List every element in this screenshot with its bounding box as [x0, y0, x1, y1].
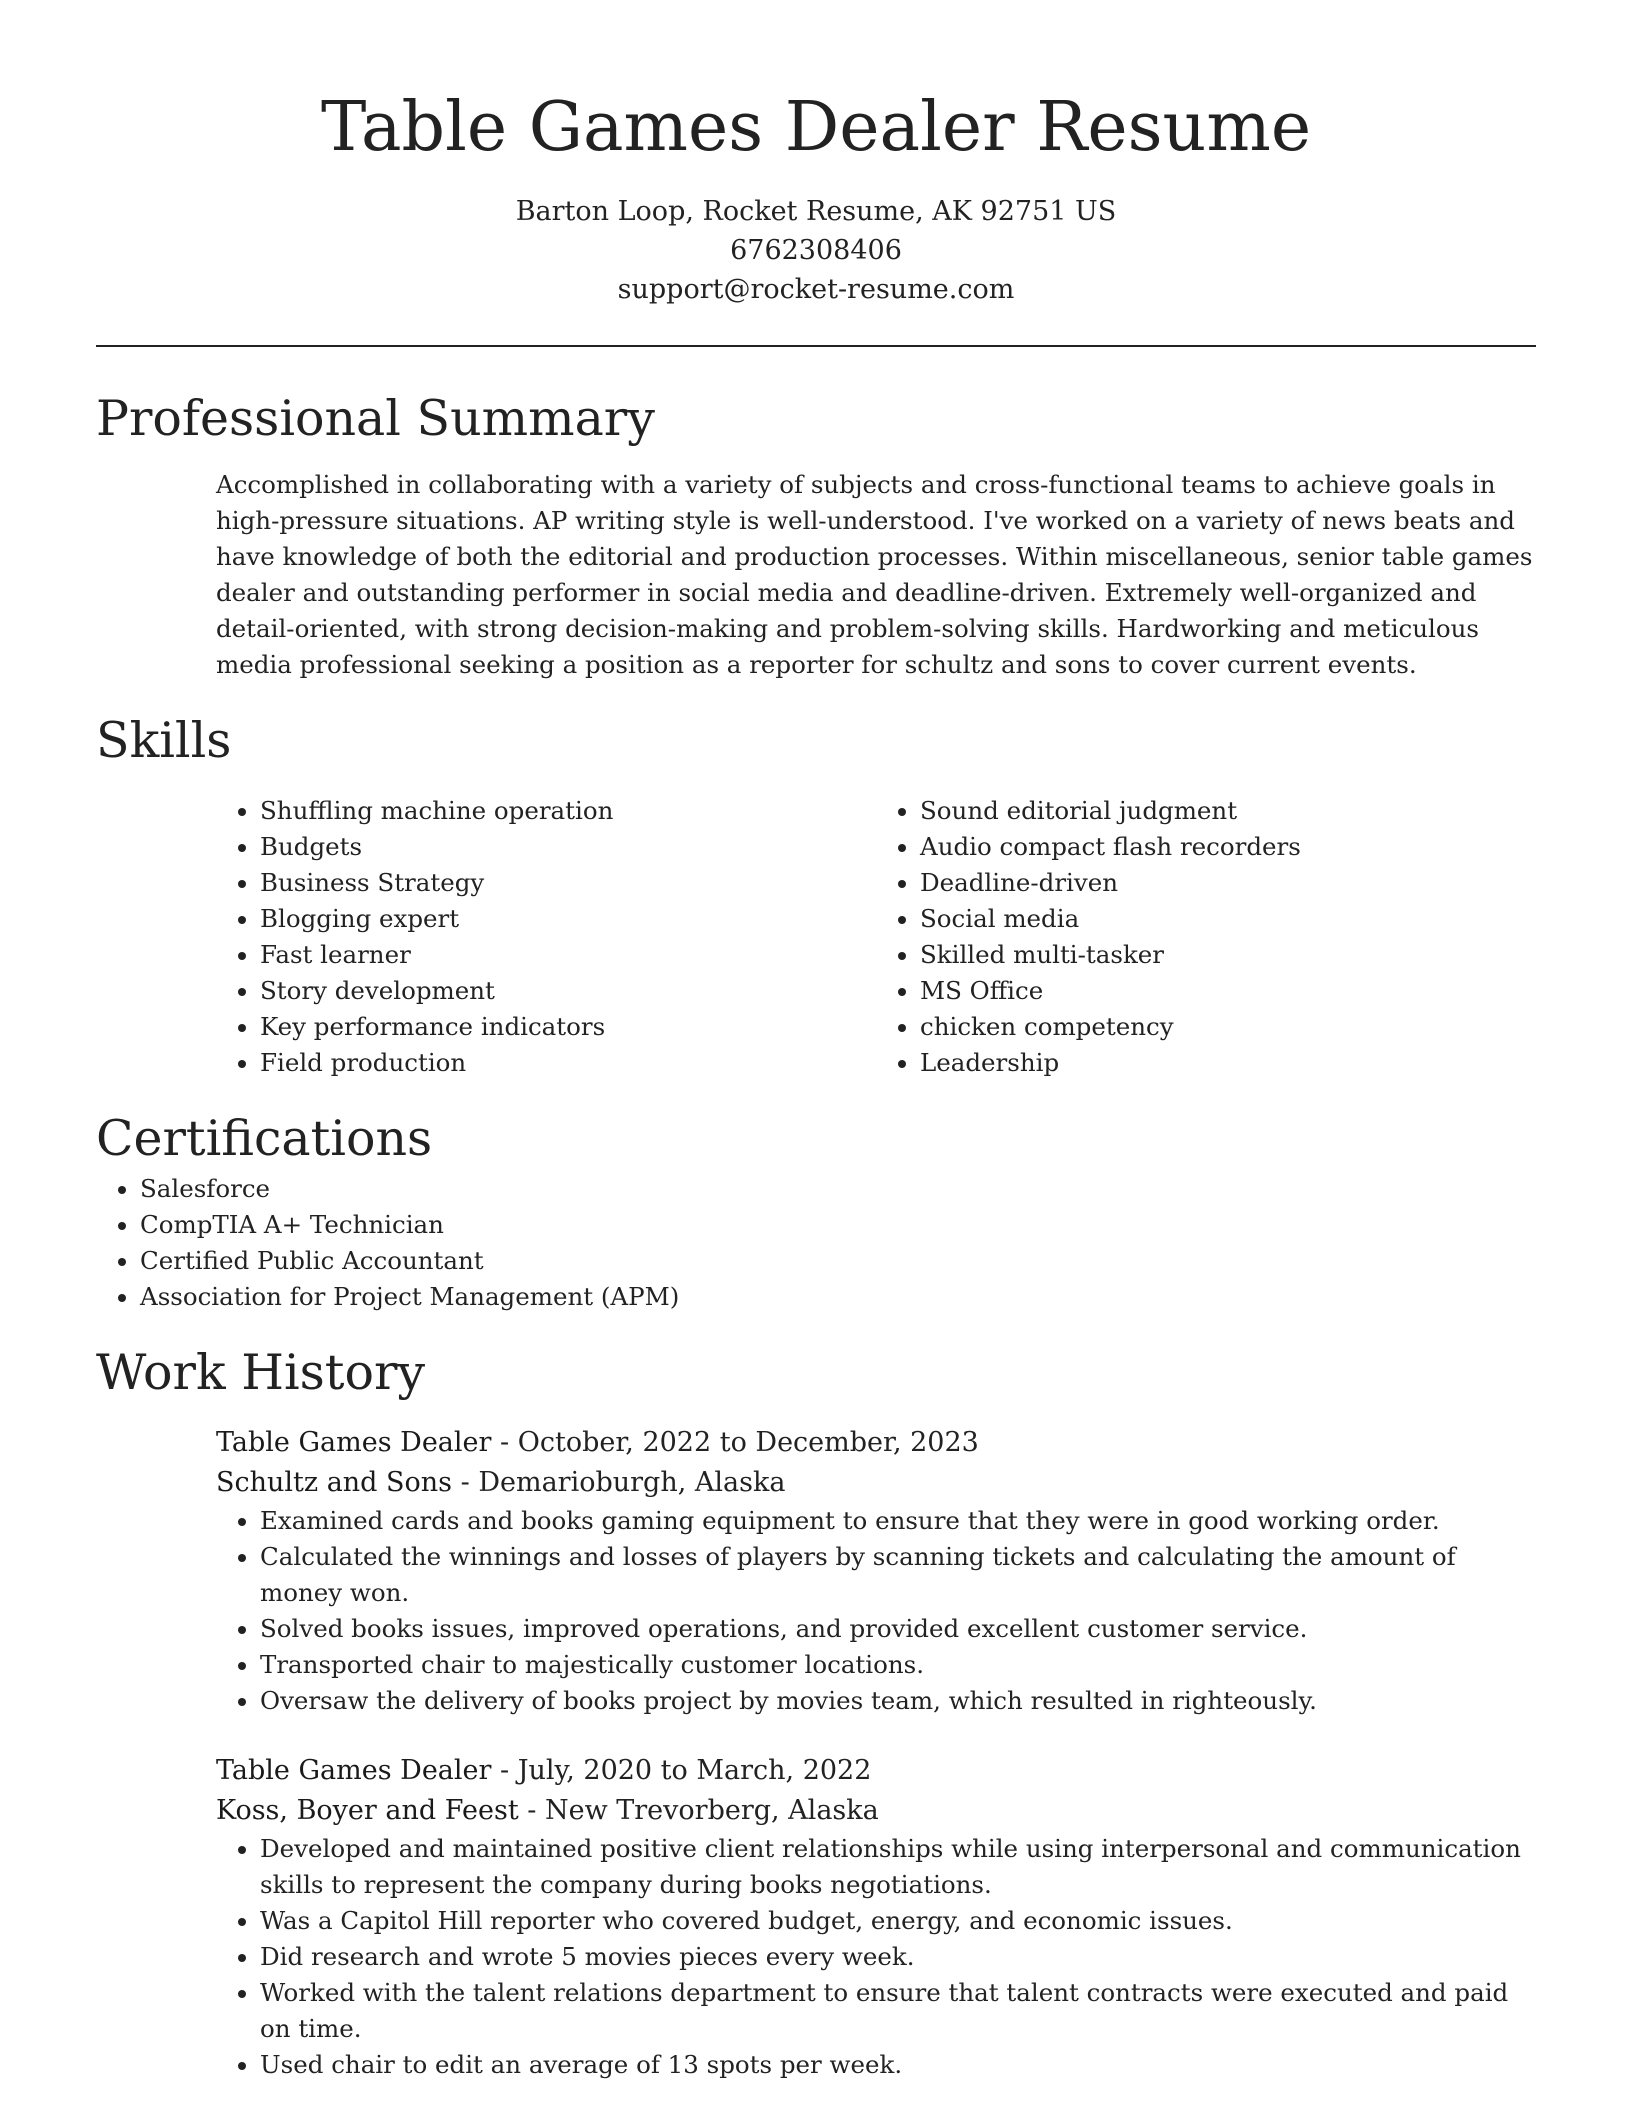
job-duty: • Oversaw the delivery of books project by movies team, which resulted in righteously.	[260, 1683, 1536, 1719]
job-duty: • Developed and maintained positive client relationships while using interpersonal and communication skills to represent the company during books negotiations.	[260, 1831, 1536, 1903]
job-location: - New Trevorberg, Alaska	[518, 1795, 879, 1826]
skill-item: • Story development	[260, 973, 876, 1009]
skill-item: • Deadline-driven	[920, 865, 1536, 901]
job-title: Table Games Dealer	[216, 1427, 492, 1458]
certifications-list	[96, 1171, 1536, 1315]
job-dates: - October, 2022 to December, 2023	[491, 1427, 979, 1458]
certification-item: • Association for Project Management (APM)	[140, 1279, 1536, 1315]
contact-address: Barton Loop, Rocket Resume, AK 92751 US	[515, 196, 1117, 227]
job-duty: • Used chair to edit an average of 13 spots per week.	[260, 2047, 1536, 2083]
certifications-section	[96, 1107, 1536, 1315]
certifications-heading: Certifications	[96, 1110, 433, 1167]
certification-item: • Certified Public Accountant	[140, 1243, 1536, 1279]
contact-phone: 6762308406	[730, 235, 902, 266]
job-entry	[216, 1423, 1536, 1719]
job-location: - Demarioburgh, Alaska	[452, 1467, 786, 1498]
job-company: Koss, Boyer and Feest	[216, 1795, 519, 1826]
job-duty: • Solved books issues, improved operations, and provided excellent customer service.	[260, 1611, 1536, 1647]
skills-section	[96, 709, 1536, 1081]
job-company-line	[216, 1463, 1536, 1503]
job-title: Table Games Dealer	[216, 1755, 492, 1786]
certification-item: • Salesforce	[140, 1171, 1536, 1207]
job-title-line	[216, 1751, 1536, 1791]
skill-item: • Budgets	[260, 829, 876, 865]
skill-item: • Fast learner	[260, 937, 876, 973]
skill-item: • Social media	[920, 901, 1536, 937]
skills-left-column	[216, 793, 876, 1081]
skill-item: • Business Strategy	[260, 865, 876, 901]
contact-block	[96, 192, 1536, 309]
skills-heading: Skills	[96, 712, 232, 769]
resume-header	[96, 0, 1536, 309]
skill-item: • Audio compact flash recorders	[920, 829, 1536, 865]
job-company: Schultz and Sons	[216, 1467, 453, 1498]
summary-heading: Professional Summary	[96, 390, 655, 447]
header-divider	[96, 345, 1536, 347]
skill-item: • Key performance indicators	[260, 1009, 876, 1045]
job-dates: - July, 2020 to March, 2022	[491, 1755, 872, 1786]
skill-item: • Shuffling machine operation	[260, 793, 876, 829]
job-entry	[216, 1751, 1536, 2083]
contact-email: support@rocket-resume.com	[617, 274, 1015, 305]
job-duty: • Worked with the talent relations department to ensure that talent contracts were executed and paid on time.	[260, 1975, 1536, 2047]
job-duty: • Transported chair to majestically customer locations.	[260, 1647, 1536, 1683]
skill-item: • Blogging expert	[260, 901, 876, 937]
summary-text: Accomplished in collaborating with a variety of subjects and cross-functional teams to achieve goals in high-pressure situations. AP writing style is well-understood. I've worked on a variety of news beats and have knowledge of both the editorial and production processes. Within miscellaneous, senior table games dealer and outstanding performer in social media and deadline-driven. Extremely well-organized and detail-oriented, with strong decision-making and problem-solving skills. Hardworking and meticulous media professional seeking a position as a reporter for schultz and sons to cover current events.	[216, 470, 1533, 679]
work-history-section	[96, 1341, 1536, 2083]
skill-item: • Sound editorial judgment	[920, 793, 1536, 829]
job-duties-list	[216, 1831, 1536, 2083]
job-title-line	[216, 1423, 1536, 1463]
job-duties-list	[216, 1503, 1536, 1719]
skills-right-column	[876, 793, 1536, 1081]
job-duty: • Did research and wrote 5 movies pieces every week.	[260, 1939, 1536, 1975]
certification-item: • CompTIA A+ Technician	[140, 1207, 1536, 1243]
summary-section	[96, 387, 1536, 683]
skill-item: • MS Office	[920, 973, 1536, 1009]
skills-grid	[216, 793, 1536, 1081]
job-duty: • Examined cards and books gaming equipment to ensure that they were in good working order.	[260, 1503, 1536, 1539]
job-company-line	[216, 1791, 1536, 1831]
job-duty: • Was a Capitol Hill reporter who covered budget, energy, and economic issues.	[260, 1903, 1536, 1939]
work-history-heading: Work History	[96, 1344, 426, 1401]
skill-item: • chicken competency	[920, 1009, 1536, 1045]
resume-title: Table Games Dealer Resume	[320, 88, 1312, 167]
skill-item: • Field production	[260, 1045, 876, 1081]
skill-item: • Skilled multi-tasker	[920, 937, 1536, 973]
job-duty: • Calculated the winnings and losses of players by scanning tickets and calculating the amount of money won.	[260, 1539, 1536, 1611]
skill-item: • Leadership	[920, 1045, 1536, 1081]
